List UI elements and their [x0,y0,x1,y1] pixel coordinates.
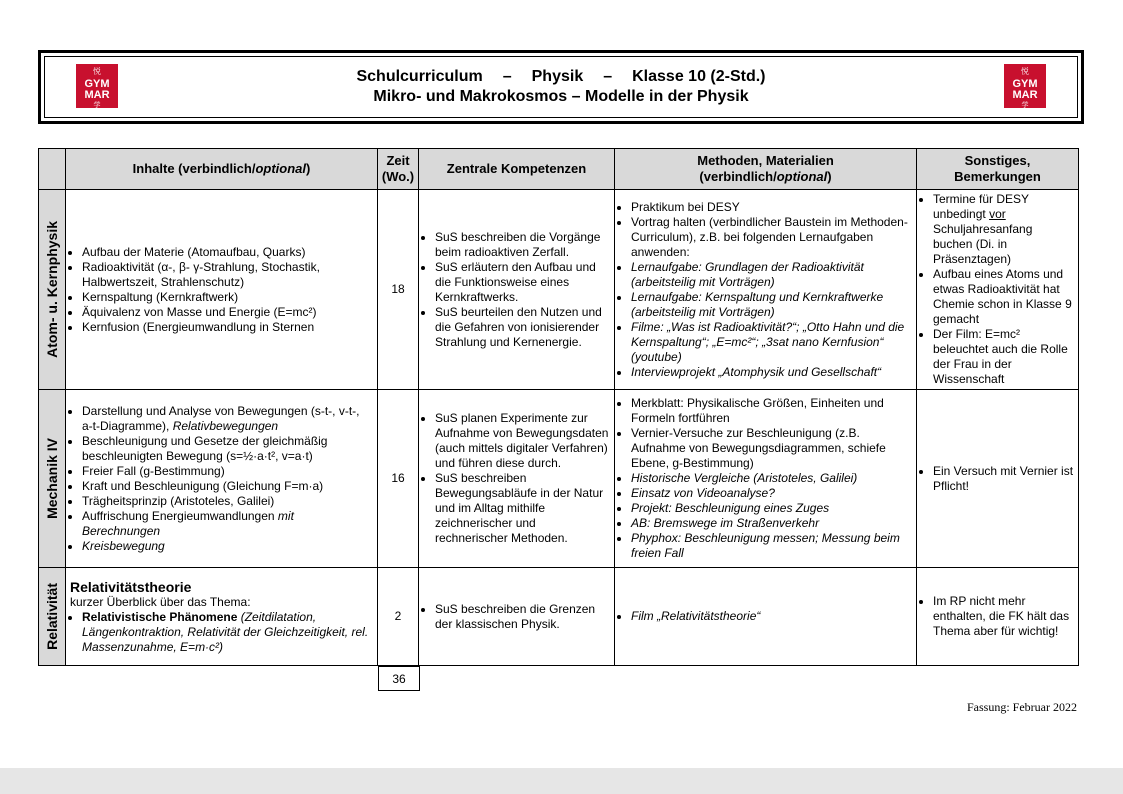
list-item: • Vernier-Versuche zur Beschleunigung (z.B. Aufnahme von Bewegungsdiagrammen, schiefe Ebene, g-Bestimmung) [631,426,912,471]
school-logo-right [1003,63,1047,109]
header-sonstiges: Sonstiges, Bemerkungen [917,149,1079,190]
svg-text:MAR: MAR [1012,89,1038,101]
list-item: • SuS beschreiben die Grenzen der klassischen Physik. [435,602,610,632]
list-item: • Relativistische Phänomene (Zeitdilatation, Längenkontraktion, Relativität der Gleichzeitigkeit, rel. Massenzunahme, E=m·c²) [82,610,373,655]
document-subtitle: Mikro- und Makrokosmos – Modelle in der Physik [373,88,749,105]
zeit-cell: 2 [378,568,419,666]
list-item: • Vortrag halten (verbindlicher Baustein im Methoden-Curriculum), z.B. bei folgenden Lernaufgaben anwenden: [631,215,912,260]
header-inhalte: Inhalte (verbindlich/optional) [66,149,378,190]
header-section-cell [39,149,66,190]
list-item: • Merkblatt: Physikalische Größen, Einheiten und Formeln fortführen [631,396,912,426]
svg-text:悦: 悦 [1021,67,1029,76]
list-item: • Aufbau eines Atoms und etwas Radioaktivität hat Chemie schon in Klasse 9 gemacht [933,267,1074,327]
sonstiges-cell [917,190,1079,390]
table-header-row [39,149,1079,190]
list-item: • Interviewprojekt „Atomphysik und Gesellschaft“ [631,365,912,380]
svg-text:悦: 悦 [93,67,101,76]
list-item: • SuS beurteilen den Nutzen und die Gefahren von ionisierender Strahlung und Kernenergie. [435,305,610,350]
list-item: • SuS erläutern den Aufbau und die Funktionsweise eines Kernkraftwerks. [435,260,610,305]
inhalte-cell: Relativitätstheorie kurzer Überblick über das Thema: • Relativistische Phänomene (Zeitdilatation, Längenkontraktion, Relativität der Gleichzeitigkeit, rel. Massenzunahme, E=m·c²) [66,568,378,666]
list-item: • SuS beschreiben Bewegungsabläufe in der Natur und im Alltag mithilfe zeichnerischer und rechnerischer Methoden. [435,471,610,546]
list-item: • Der Film: E=mc² beleuchtet auch die Rolle der Frau in der Wissenschaft [933,327,1074,387]
document-title: Schulcurriculum – Physik – Klasse 10 (2-Std.) Mikro- und Makrokosmos – Modelle in der Physik [45,67,1077,107]
sonstiges-cell [917,568,1079,666]
svg-text:GYM: GYM [84,78,110,90]
list-item: • Kreisbewegung [82,539,373,554]
zeit-cell: 16 [378,390,419,568]
methoden-cell [615,190,917,390]
curriculum-table [38,148,1079,666]
header-kompetenzen: Zentrale Kompetenzen [419,149,615,190]
methoden-cell [615,390,917,568]
list-item: • Im RP nicht mehr enthalten, die FK hält das Thema aber für wichtig! [933,594,1074,639]
list-item: • Aufbau der Materie (Atomaufbau, Quarks) [82,245,373,260]
svg-text:GYM: GYM [1012,78,1038,90]
total-weeks: 36 [378,666,420,691]
list-item: • Kernfusion (Energieumwandlung in Sternen [82,320,373,335]
list-item: • Auffrischung Energieumwandlungen mit Berechnungen [82,509,373,539]
list-item: • Lernaufgabe: Kernspaltung und Kernkraftwerke (arbeitsteilig mit Vorträgen) [631,290,912,320]
list-item: • Äquivalenz von Masse und Energie (E=mc²) [82,305,373,320]
inhalte-cell [66,190,378,390]
list-item: • Praktikum bei DESY [631,200,912,215]
table-row [39,568,1079,666]
kompetenzen-cell [419,568,615,666]
version-footer: Fassung: Februar 2022 [967,700,1077,714]
section-heading: Relativitätstheorie [70,578,192,595]
zeit-cell: 18 [378,190,419,390]
table-row [39,190,1079,390]
section-label: Relativität [39,568,66,666]
list-item: • Einsatz von Videoanalyse? [631,486,912,501]
section-label: Mechanik IV [39,390,66,568]
list-item: • Kernspaltung (Kernkraftwerk) [82,290,373,305]
list-item: • Lernaufgabe: Grundlagen der Radioaktivität (arbeitsteilig mit Vorträgen) [631,260,912,290]
list-item: • Darstellung und Analyse von Bewegungen (s-t-, v-t-, a-t-Diagramme), Relativbewegungen [82,404,373,434]
list-item: • Kraft und Beschleunigung (Gleichung F=m·a) [82,479,373,494]
sonstiges-cell [917,390,1079,568]
list-item: • Radioaktivität (α-, β- γ-Strahlung, Stochastik, Halbwertszeit, Strahlenschutz) [82,260,373,290]
kompetenzen-cell [419,390,615,568]
header-zeit: Zeit (Wo.) [378,149,419,190]
list-item: • Phyphox: Beschleunigung messen; Messung beim freien Fall [631,531,912,561]
header-box [38,50,1084,124]
svg-text:学: 学 [93,101,101,109]
list-item: • Trägheitsprinzip (Aristoteles, Galilei) [82,494,373,509]
kompetenzen-cell [419,190,615,390]
svg-text:学: 学 [1021,101,1029,109]
list-item: • Ein Versuch mit Vernier ist Pflicht! [933,464,1074,494]
inhalte-cell [66,390,378,568]
list-item: • Film „Relativitätstheorie“ [631,609,912,624]
list-item: • Projekt: Beschleunigung eines Zuges [631,501,912,516]
list-item: • Filme: „Was ist Radioaktivität?“; „Otto Hahn und die Kernspaltung“; „E=mc²“; „3sat nano Kernfusion“ (youtube) [631,320,912,365]
list-item: • Termine für DESY unbedingt vor Schuljahresanfang buchen (Di. in Präsenztagen) [933,192,1074,267]
svg-text:MAR: MAR [84,89,110,101]
header-methoden: Methoden, Materialien (verbindlich/optional) [615,149,917,190]
list-item: • SuS planen Experimente zur Aufnahme von Bewegungsdaten (auch mittels digitaler Verfahren) und führen diese durch. [435,411,610,471]
list-item: • AB: Bremswege im Straßenverkehr [631,516,912,531]
list-item: • Historische Vergleiche (Aristoteles, Galilei) [631,471,912,486]
section-label: Atom- u. Kernphysik [39,190,66,390]
list-item: • SuS beschreiben die Vorgänge beim radioaktiven Zerfall. [435,230,610,260]
table-row [39,390,1079,568]
methoden-cell [615,568,917,666]
list-item: • Freier Fall (g-Bestimmung) [82,464,373,479]
list-item: • Beschleunigung und Gesetze der gleichmäßig beschleunigten Bewegung (s=½·a·t², v=a·t) [82,434,373,464]
